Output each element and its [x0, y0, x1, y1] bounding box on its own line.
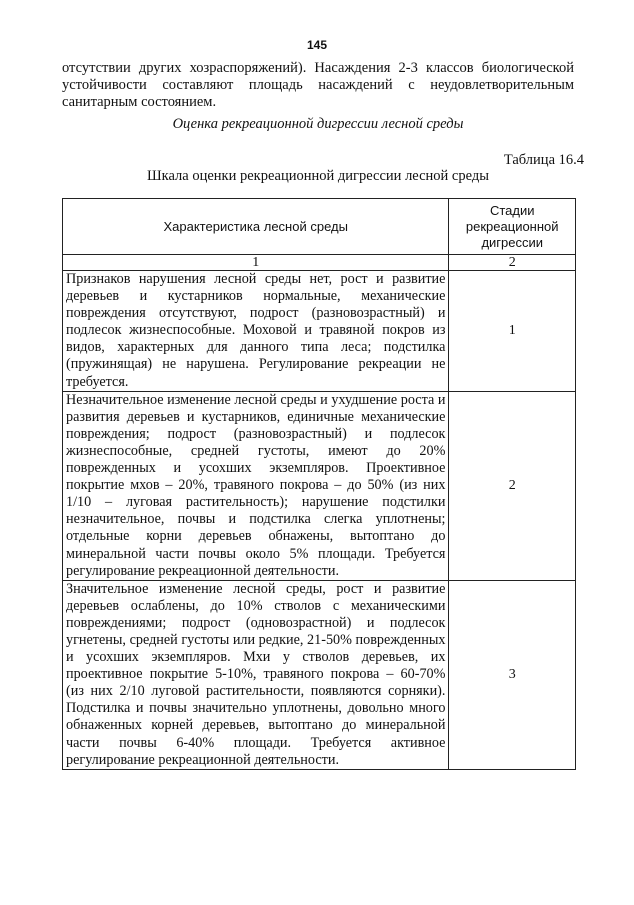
- digression-table: [62, 198, 576, 770]
- intro-paragraph: [62, 60, 574, 111]
- column-number-2: 2: [449, 255, 576, 271]
- page-number: 145: [306, 38, 328, 52]
- row-stage: 3: [449, 580, 576, 769]
- table-row: [63, 271, 576, 392]
- table-caption: Шкала оценки рекреационной дигрессии лесной среды: [147, 168, 489, 184]
- row-description: Незначительное изменение лесной среды и ухудшение роста и развития деревьев и кустарников, единичные механические повреждения; подрост (разновозрастный) и подлесок жизнеспособные, средней густоты, имеют до 20% поврежденных и усохших экземпляров. Проективное покрытие мхов – 20%, травяного покрова – до 50% (из них 1/10 – луговая растительность); нарушение подстилки незначительное, почвы и подстилка слегка уплотнены; отдельные корни деревьев обнажены, вытоптано до минеральной части почвы около 5% площади. Требуется регулирование рекреационной деятельности.: [63, 391, 449, 580]
- header-stage: Стадии рекреационной дигрессии: [449, 199, 576, 255]
- row-description: Значительное изменение лесной среды, рост и развитие деревьев ослаблены, до 10% стволов с механическими повреждениями; подрост (одновозрастной) и подлесок угнетены, средней густоты или редкие, 21-50% поврежденных и усохших экземпляров. Мхи у стволов деревьев, их проективное покрытие 5-10%, травяного покрова – 60-70% (из них 2/10 луговой растительности, появляются сорняки). Подстилка и почвы значительно уплотнены, довольно много обнаженных корней деревьев, вытоптано до минеральной части почвы 6-40% площади. Требуется активное регулирование рекреационной деятельности.: [63, 580, 449, 769]
- column-number-row: [63, 255, 576, 271]
- row-description: Признаков нарушения лесной среды нет, рост и развитие деревьев и кустарников нормальные, механические повреждения отсутствуют, подрост (разновозрастный) и подлесок жизнеспособные. Моховой и травяной покров из видов, характерных для данного типа леса; подстилка (пружинящая) не нарушена. Регулирование рекреации не требуется.: [63, 271, 449, 392]
- table-row: [63, 391, 576, 580]
- section-title: Оценка рекреационной дигрессии лесной среды: [172, 116, 464, 132]
- table-row: [63, 580, 576, 769]
- intro-text: отсутствии других хозраспоряжений). Насаждения 2-3 классов биологической устойчивости составляют площадь насаждений с неудовлетворительным санитарным состоянием.: [62, 60, 574, 110]
- row-stage: 2: [449, 391, 576, 580]
- column-number-1: 1: [63, 255, 449, 271]
- table-number: Таблица 16.4: [503, 152, 584, 168]
- row-stage: 1: [449, 271, 576, 392]
- table-header-row: [63, 199, 576, 255]
- header-characteristic: Характеристика лесной среды: [63, 199, 449, 255]
